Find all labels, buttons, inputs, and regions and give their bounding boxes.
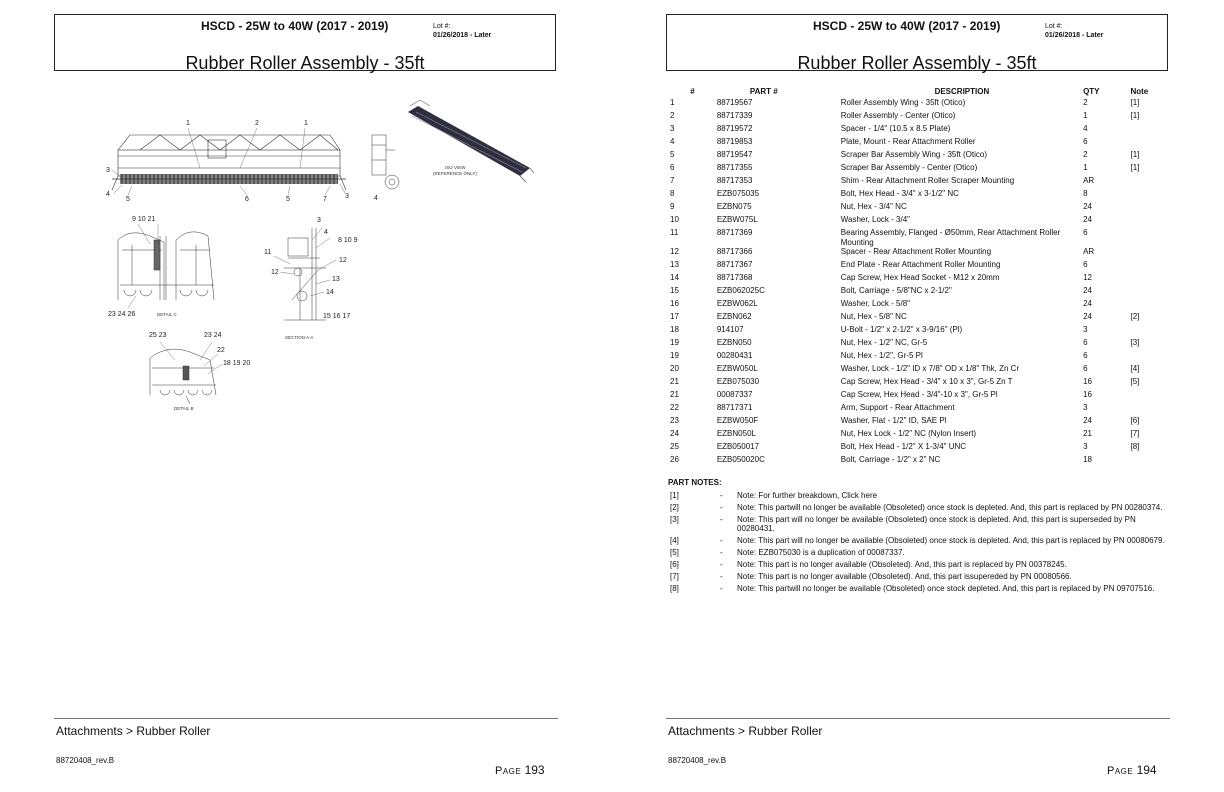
col-header-qty: QTY [1083,87,1100,96]
cell-part-number: 88717367 [716,260,753,270]
cell-qty: 2 [1083,150,1088,159]
note-item [668,548,1168,557]
section-callouts-15-16-17: 15 16 17 [323,313,351,320]
col-header-note: Note [1130,87,1149,96]
cell-num: 12 [670,247,679,257]
right-page [612,0,1224,792]
end-bracket-drawing [372,135,399,189]
table-row [668,124,1178,137]
cell-note [1130,228,1178,247]
cell-note [1130,325,1178,338]
cell-qty: 6 [1083,351,1088,361]
part-notes-list [668,491,1168,596]
cell-qty: 6 [1083,137,1088,146]
cell-note[interactable]: [3] [1130,338,1140,348]
note-text: Note: EZB075030 is a duplication of 00087337. [737,548,905,557]
cell-note[interactable]: [5] [1130,377,1140,387]
cell-note [1130,247,1178,260]
page-number [495,763,545,777]
cell-part-number: EZB050017 [716,442,760,452]
cell-num: 18 [670,325,679,335]
cell-description: Washer, Lock - 5/8" [840,299,910,309]
cell-qty: 1 [1083,163,1088,172]
cell-description: Nut, Hex - 1/2" NC, Gr-5 [840,338,928,348]
cell-num: 21 [670,390,679,400]
cell-description: Washer, Lock - 3/4" [840,215,910,224]
cell-part-number: EZBW062L [716,299,758,309]
lot-label: Lot #: [433,23,451,30]
cell-description: Scraper Bar Assembly - Center (Otico) [840,163,978,172]
cell-description: Cap Screw, Hex Head - 3/4" x 10 x 3", Gr-5 Zn T [840,377,1013,387]
cell-num: 9 [670,202,675,211]
cell-qty: 24 [1083,202,1092,211]
table-row [668,377,1178,390]
cell-note[interactable]: [1] [1130,150,1140,159]
note-text: Note: This part is no longer available (Obsoleted). And, this part issupereded by PN 00080566. [737,572,1072,581]
cell-qty: AR [1083,176,1095,185]
callout-1: 1 [186,120,190,127]
cell-description: Bolt, Hex Head - 1/2" X 1-3/4" UNC [840,442,967,452]
callout-3: 3 [106,167,110,174]
cell-part-number: EZB062025C [716,286,765,296]
page-number-value: 193 [524,763,545,777]
parts-table [668,86,1178,468]
cell-description: Arm, Support - Rear Attachment [840,403,955,413]
table-row [668,202,1178,215]
table-row [668,286,1178,299]
cell-note[interactable]: [8] [1130,442,1140,452]
cell-part-number: EZBN050L [716,429,756,439]
cell-num: 10 [670,215,679,224]
table-row [668,455,1178,468]
table-row [668,215,1178,228]
table-row [668,228,1178,247]
cell-qty: 18 [1083,455,1092,465]
detail-b-callouts-18-19-20: 18 19 20 [223,360,251,367]
cell-description: Roller Assembly Wing - 35ft (Otico) [840,98,966,107]
cell-qty: 4 [1083,124,1088,133]
cell-note[interactable]: [4] [1130,364,1140,374]
cell-part-number: EZBN075 [716,202,752,211]
note-id: [8] [670,584,679,593]
note-item [668,536,1168,545]
note-item [668,572,1168,581]
detail-b-label: DETAIL B [174,406,194,411]
section-callout-3: 3 [317,217,321,224]
cell-num: 21 [670,377,679,387]
cell-part-number: 88719547 [716,150,753,159]
table-row [668,150,1178,163]
table-row [668,176,1178,189]
note-dash: - [720,572,723,581]
cell-description: Roller Assembly - Center (Otico) [840,111,956,120]
page-word: Page [1107,765,1134,777]
callout-1: 1 [304,120,308,127]
table-row [668,260,1178,273]
cell-qty: 24 [1083,215,1092,224]
note-id: [4] [670,536,679,545]
cell-part-number: 88719853 [716,137,753,146]
cell-qty: 6 [1083,364,1088,374]
cell-part-number: 88719567 [716,98,753,107]
table-row [668,442,1178,455]
note-id: [5] [670,548,679,557]
detail-c-callouts-top: 9 10 21 [132,216,156,223]
cell-description: End Plate - Rear Attachment Roller Mounting [840,260,1001,270]
table-row [668,163,1178,176]
table-row [668,299,1178,312]
cell-qty: 16 [1083,377,1092,387]
note-dash: - [720,548,723,557]
callout-3: 3 [345,193,349,200]
cell-part-number: 88717371 [716,403,753,413]
cell-part-number: EZBW050F [716,416,759,426]
cell-note [1130,124,1178,137]
lot-value: 01/26/2018 - Later [1045,32,1104,39]
cell-note [1130,299,1178,312]
note-text: Note: This part will no longer be available (Obsoleted) once stock is depleted. And, this part is superseded by PN 00280431. [737,515,1136,533]
cell-num: 26 [670,455,679,465]
cell-part-number: 00087337 [716,390,753,400]
cell-note [1130,176,1178,189]
cell-num: 7 [670,176,675,185]
detail-b-callouts-25-23: 25 23 [149,332,167,339]
cell-part-number: EZB075030 [716,377,760,387]
cell-note [1130,189,1178,202]
cell-part-number: 88717339 [716,111,753,120]
cell-description: Nut, Hex - 5/8" NC [840,312,907,322]
document-number: 88720408_rev.B [668,756,727,765]
cell-description: Spacer - Rear Attachment Roller Mounting [840,247,992,257]
cell-description: Scraper Bar Assembly Wing - 35ft (Otico) [840,150,988,159]
section-callout-4: 4 [324,229,328,236]
section-callout-14: 14 [326,289,334,296]
detail-c-drawing [118,224,214,308]
page-title: Rubber Roller Assembly - 35ft [797,53,1037,73]
cell-num: 13 [670,260,679,270]
cell-qty: 24 [1083,416,1092,426]
cell-num: 20 [670,364,679,374]
cell-note [1130,260,1178,273]
cell-part-number: 00280431 [716,351,753,361]
cell-num: 6 [670,163,675,172]
note-item [668,503,1168,512]
document-number: 88720408_rev.B [56,756,115,765]
cell-part-number: EZBN050 [716,338,752,348]
section-aa-label: SECTION A-A [285,335,314,340]
note-dash: - [720,536,723,545]
note-dash: - [720,560,723,569]
breadcrumb[interactable]: Attachments > Rubber Roller [56,724,211,738]
note-id: [7] [670,572,679,581]
cell-description: Cap Screw, Hex Head - 3/4"-10 x 3", Gr-5 Pl [840,390,998,400]
callout-5: 5 [286,196,290,203]
page-header [666,14,1168,71]
cell-part-number: EZB075035 [716,189,760,198]
table-row [668,312,1178,325]
cell-description: Bolt, Hex Head - 3/4" x 3-1/2" NC [840,189,959,198]
cell-qty: 1 [1083,111,1088,120]
cell-qty: 3 [1083,403,1088,413]
note-text: Note: This part will no longer be available (Obsoleted) once stock is depleted. And, this part is replaced by PN 00080679. [737,536,1165,545]
detail-b-callouts-23-24: 23 24 [204,332,222,339]
cell-description: Bearing Assembly, Flanged - Ø50mm, Rear Attachment Roller Mounting [840,228,1061,247]
cell-qty: 24 [1083,312,1092,322]
cell-qty: 24 [1083,299,1092,309]
cell-part-number: 88717369 [716,228,753,237]
cell-note[interactable]: [6] [1130,416,1140,426]
cell-qty: 2 [1083,98,1088,107]
section-callout-12: 12 [271,269,279,276]
cell-qty: 24 [1083,286,1092,296]
lot-value: 01/26/2018 - Later [433,32,492,39]
cell-description: Nut, Hex Lock - 1/2" NC (Nylon Insert) [840,429,977,439]
cell-qty: 6 [1083,260,1088,270]
cell-part-number: EZB050020C [716,455,765,465]
cell-note[interactable]: [1] [1130,163,1140,172]
section-callout-13: 13 [332,276,340,283]
note-text: Note: This partwill no longer be available (Obsoleted) once stock is depleted. And, this part is replaced by PN 00280374. [737,503,1163,512]
exploded-diagram [0,0,612,720]
cell-part-number: EZBW075L [716,215,758,224]
parts-table-body [668,98,1178,468]
cell-description: Nut, Hex - 3/4" NC [840,202,907,211]
note-id: [3] [670,515,679,524]
footer-divider [666,718,1170,719]
cell-qty: 12 [1083,273,1092,283]
note-id: [1] [670,491,679,500]
table-row [668,338,1178,351]
model-title: HSCD - 25W to 40W (2017 - 2019) [813,19,1001,33]
table-row [668,189,1178,202]
breadcrumb[interactable]: Attachments > Rubber Roller [668,724,823,738]
cell-part-number: 88719572 [716,124,753,133]
cell-note [1130,215,1178,228]
cell-part-number: 88717353 [716,176,753,185]
cell-qty: 16 [1083,390,1092,400]
cell-part-number: 88717368 [716,273,753,283]
callout-4: 4 [374,195,378,202]
iso-view-label: ISO VIEW [445,165,466,170]
cell-note [1130,390,1178,403]
detail-b-callout-22: 22 [217,347,225,354]
section-aa-drawing [274,228,336,320]
note-item [668,560,1168,569]
cell-description: Cap Screw, Hex Head Socket - M12 x 20mm [840,273,1000,283]
section-callout-11: 11 [264,249,272,256]
table-row [668,429,1178,442]
footer-divider [54,718,558,719]
cell-num: 1 [670,98,675,107]
cell-qty: 6 [1083,228,1088,237]
section-callout-12: 12 [339,257,347,264]
cell-part-number: 88717366 [716,247,753,257]
cell-num: 25 [670,442,679,452]
callout-2: 2 [255,120,259,127]
cell-num: 3 [670,124,675,133]
callout-4: 4 [106,191,110,198]
model-title: HSCD - 25W to 40W (2017 - 2019) [201,19,389,33]
cell-num: 22 [670,403,679,413]
cell-num: 23 [670,416,679,426]
cell-description: U-Bolt - 1/2" x 2-1/2" x 3-9/16" (Pl) [840,325,963,335]
cell-qty: 21 [1083,429,1092,439]
cell-description: Plate, Mount - Rear Attachment Roller [840,137,976,146]
roller-drum-drawing [112,174,346,184]
cell-description: Nut, Hex - 1/2", Gr-5 Pl [840,351,923,361]
cell-note [1130,273,1178,286]
note-id: [2] [670,503,679,512]
note-item [668,515,1168,533]
table-row [668,416,1178,429]
cell-description: Shim - Rear Attachment Roller Scraper Mounting [840,176,1015,185]
table-row [668,390,1178,403]
col-header-num: # [690,87,695,96]
cell-description: Bolt, Carriage - 1/2" x 2" NC [840,455,941,465]
note-dash: - [720,515,723,524]
table-row [668,351,1178,364]
cell-note [1130,455,1178,468]
table-row [668,273,1178,286]
page-title: Rubber Roller Assembly - 35ft [185,53,425,73]
table-row [668,137,1178,150]
cell-description: Washer, Lock - 1/2" ID x 7/8" OD x 1/8" Thk, Zn Cr [840,364,1020,374]
cell-num: 4 [670,137,675,146]
note-text: Note: This part is no longer available (Obsoleted). And, this part is replaced by PN 00378245. [737,560,1067,569]
cell-part-number: 914107 [716,325,744,335]
cell-note[interactable]: [2] [1130,312,1140,322]
cell-note [1130,403,1178,416]
cell-qty: 6 [1083,338,1088,348]
page-number-value: 194 [1136,763,1157,777]
cell-note[interactable]: [1] [1130,98,1140,107]
cell-part-number: EZBW050L [716,364,758,374]
cell-note [1130,286,1178,299]
cell-num: 19 [670,338,679,348]
cell-num: 5 [670,150,675,159]
cell-num: 17 [670,312,679,322]
cell-num: 11 [670,228,679,237]
note-item [668,584,1168,593]
callout-6: 6 [245,196,249,203]
iso-view-drawing [408,100,534,182]
note-text: Note: For further breakdown, Click here [737,491,878,500]
cell-note [1130,137,1178,150]
iso-view-sublabel: (REFERENCE ONLY) [433,171,477,176]
lot-label: Lot #: [1045,23,1063,30]
callout-5: 5 [126,196,130,203]
table-row [668,325,1178,338]
cell-num: 15 [670,286,679,296]
table-header-row [668,86,1178,98]
table-row [668,403,1178,416]
col-header-part: PART # [749,87,778,96]
cell-note [1130,351,1178,364]
cell-description: Bolt, Carriage - 5/8"NC x 2-1/2" [840,286,952,296]
cell-num: 16 [670,299,679,309]
cell-note[interactable]: [1] [1130,111,1140,120]
detail-c-callouts-bottom: 23 24 26 [108,311,136,318]
note-dash: - [720,491,723,500]
note-id: [6] [670,560,679,569]
cell-num: 8 [670,189,675,198]
cell-note [1130,202,1178,215]
cell-num: 24 [670,429,679,439]
cell-description: Washer, Flat - 1/2" ID, SAE Pl [840,416,947,426]
note-text: Note: This partwill no longer be available (Obsoleted) once stock depleted. And, this part is replaced by PN 09707516. [737,584,1155,593]
cell-part-number: 88717355 [716,163,753,172]
table-row [668,364,1178,377]
cell-description: Spacer - 1/4" (10.5 x 8.5 Plate) [840,124,951,133]
note-dash: - [720,584,723,593]
cell-num: 2 [670,111,675,120]
callout-7: 7 [323,196,327,203]
cell-num: 14 [670,273,679,283]
part-notes-title: PART NOTES: [668,478,722,487]
detail-b-drawing [150,342,222,404]
note-item[interactable] [668,491,1168,500]
table-row [668,98,1178,111]
cell-qty: 8 [1083,189,1088,198]
cell-qty: 3 [1083,325,1088,335]
cell-num: 19 [670,351,679,361]
page-number [1107,763,1157,777]
note-dash: - [720,503,723,512]
table-row [668,247,1178,260]
cell-note[interactable]: [7] [1130,429,1140,439]
cell-part-number: EZBN062 [716,312,752,322]
detail-c-label: DETAIL C [157,312,177,317]
cell-qty: AR [1083,247,1095,257]
table-row [668,111,1178,124]
col-header-description: DESCRIPTION [934,87,990,96]
cell-qty: 3 [1083,442,1088,452]
page-word: Page [495,765,522,777]
section-callouts-8-10-9: 8 10 9 [338,237,358,244]
